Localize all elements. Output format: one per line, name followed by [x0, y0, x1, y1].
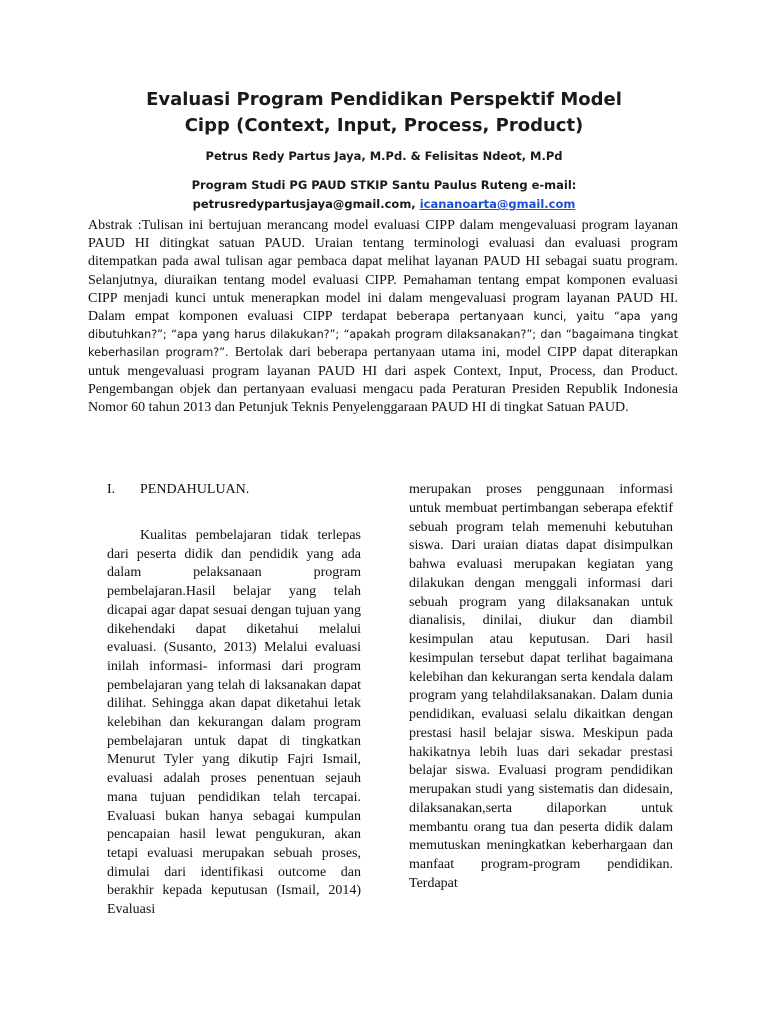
- abstract: [88, 217, 678, 417]
- abstract-key-questions: beberapa pertanyaan kunci, yaitu “apa yang dibutuhkan?”; “apa yang harus dilakukan?”; “apakah program dilaksanakan?”; dan “bagaimana tingkat keberhasilan program?”.: [88, 310, 678, 360]
- email-line: [90, 199, 678, 211]
- author-email-link[interactable]: icananoarta@gmail.com: [419, 197, 576, 211]
- section-title: PENDAHULUAN.: [140, 482, 250, 497]
- paper-authors: Petrus Redy Partus Jaya, M.Pd. & Felisitas Ndeot, M.Pd: [205, 149, 563, 163]
- author-email-1: petrusredypartusjaya@gmail.com,: [192, 197, 416, 211]
- paper-title-line-2: Cipp (Context, Input, Process, Product): [184, 115, 584, 136]
- affiliation-line: Program Studi PG PAUD STKIP Santu Paulus Ruteng e-mail:: [191, 178, 577, 192]
- abstract-text-1: Abstrak :Tulisan ini bertujuan merancang model evaluasi CIPP dalam mengevaluasi program layanan PAUD HI ditingkat satuan PAUD. Uraian tentang terminologi evaluasi dan evaluasi program ditempatkan pada awal tulisan agar pembaca dapat melihat layanan PAUD HI sebagai suatu program. Selanjutnya, diuraikan tentang model evaluasi CIPP. Pemahaman tentang empat komponen evaluasi CIPP menjadi kunci untuk menerapkan model ini dalam mengevaluasi program layanan PAUD HI. Dalam empat komponen evaluasi CIPP terdapat: [88, 218, 678, 325]
- section-number: I.: [107, 482, 116, 497]
- body-right-paragraph: merupakan proses penggunaan informasi untuk membuat pertimbangan seberapa efektif sebuah program telah memenuhi kebutuhan siswa. Dari uraian diatas dapat disimpulkan bahwa evaluasi merupakan kegiatan yang dilakukan dengan menggali informasi dari sebuah program yang dilaksanakan untuk dianalisis, dinilai, diukur dan diambil kesimpulan atau keputusan. Dari hasil kesimpulan tersebut dapat terlihat bagaimana kelebihan dan kekurangan serta kendala dalam program yang telahdilaksanakan. Dalam dunia pendidikan, evaluasi selalu dikaitkan dengan prestasi hasil belajar siswa. Meskipun pada hakikatnya lebih luas dari sekadar prestasi belajar siswa. Evaluasi program pendidikan merupakan studi yang sistematis dan didesain, dilaksanakan,serta dilaporkan untuk membantu orang tua dan peserta didik dalam memutuskan meningkatkan keberhargaan dan manfaat program-program pendidikan. Terdapat: [409, 482, 673, 891]
- section-heading: [107, 481, 361, 500]
- abstract-text-2: Bertolak dari beberapa pertanyaan utama ini, model CIPP dapat diterapkan untuk mengevaluasi program layanan PAUD HI dari aspek Context, Input, Process, dan Product. Pengembangan objek dan pertanyaan evaluasi mengacu pada Peraturan Presiden Republik Indonesia Nomor 60 tahun 2013 dan Petunjuk Teknis Penyelenggaraan PAUD HI di tingkat Satuan PAUD.: [88, 345, 679, 416]
- body-left-paragraph: Kualitas pembelajaran tidak terlepas dari peserta didik dan pendidik yang ada dalam pelaksanaan program pembelajaran.Hasil belajar yang telah dicapai agar dapat sesuai dengan tujuan yang dikehendaki dapat diketahui melalui evaluasi. (Susanto, 2013) Melalui evaluasi inilah informasi- informasi dari program pembelajaran yang telah di laksanakan dapat dilihat. Sehingga akan dapat diketahui letak kelebihan dan kekurangan dalam program pembelajaran untuk dapat di tingkatkan Menurut Tyler yang dikutip Fajri Ismail, evaluasi adalah proses penentuan sejauh mana tujuan pendidikan telah tercapai. Evaluasi bukan hanya sebagai kumpulan pencapaian hasil lewat pengukuran, akan tetapi evaluasi merupakan sebuah proses, dimulai dari identifikasi outcome dan berakhir kepada keputusan (Ismail, 2014) Evaluasi: [107, 528, 361, 918]
- paper-title-line-1: Evaluasi Program Pendidikan Perspektif Model: [146, 89, 622, 110]
